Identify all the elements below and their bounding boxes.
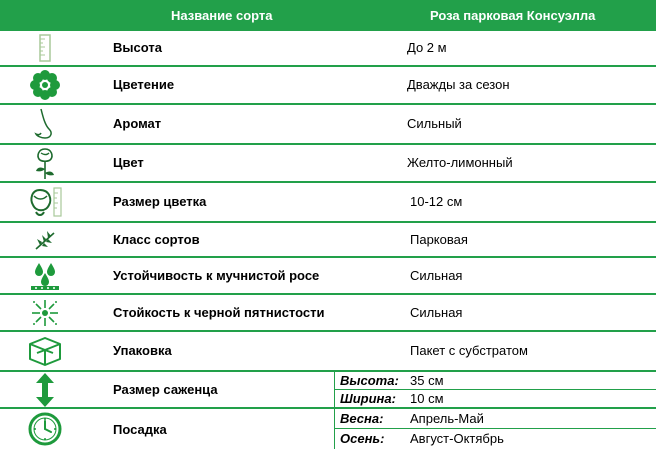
table-row	[0, 31, 656, 67]
clock-icon	[22, 409, 68, 449]
autumn-label: Осень:	[340, 431, 385, 446]
table-row	[0, 372, 656, 409]
row-value: Сильная	[410, 268, 463, 283]
cell-divider	[334, 409, 335, 449]
table-row	[0, 145, 656, 183]
table-row	[0, 295, 656, 332]
branch-icon	[22, 223, 68, 256]
row-label: Класс сортов	[113, 232, 200, 247]
spots-icon	[22, 295, 68, 330]
flower-icon	[22, 67, 68, 103]
table-row	[0, 67, 656, 105]
sub-row-divider	[334, 389, 656, 390]
box-icon	[22, 332, 68, 370]
sub-row-divider	[334, 428, 656, 429]
spring-label: Весна:	[340, 411, 384, 426]
row-value: Сильная	[410, 305, 463, 320]
autumn-value: Август-Октябрь	[410, 431, 504, 446]
row-value: Сильный	[407, 116, 462, 131]
row-label: Цвет	[113, 155, 144, 170]
row-value: До 2 м	[407, 40, 447, 55]
row-value: Дважды за сезон	[407, 77, 510, 92]
row-value: Пакет с субстратом	[410, 343, 528, 358]
row-value: 10-12 см	[410, 194, 463, 209]
table-row	[0, 105, 656, 145]
row-label: Размер цветка	[113, 194, 207, 209]
row-label: Аромат	[113, 116, 162, 131]
drops-icon	[22, 258, 68, 293]
table-row	[0, 332, 656, 372]
table-row	[0, 409, 656, 449]
ruler-icon	[22, 31, 68, 65]
rose-icon	[22, 145, 68, 181]
vertical-arrows-icon	[22, 372, 68, 407]
height-label: Высота:	[340, 373, 399, 388]
table-row	[0, 183, 656, 223]
row-label: Цветение	[113, 77, 175, 92]
row-label: Стойкость к черной пятнистости	[113, 305, 325, 320]
planting-label: Посадка	[113, 422, 167, 437]
spring-value: Апрель-Май	[410, 411, 484, 426]
height-value: 35 см	[410, 373, 444, 388]
nose-icon	[22, 105, 68, 143]
row-label: Высота	[113, 40, 162, 55]
seedling-label: Размер саженца	[113, 382, 218, 397]
width-label: Ширина:	[340, 391, 396, 406]
row-label: Упаковка	[113, 343, 172, 358]
table-row	[0, 258, 656, 295]
row-value: Парковая	[410, 232, 468, 247]
rose-ruler-icon	[22, 183, 68, 221]
width-value: 10 см	[410, 391, 444, 406]
table-header	[0, 0, 656, 31]
row-label: Устойчивость к мучнистой росе	[113, 268, 320, 283]
row-value: Желто-лимонный	[407, 155, 513, 170]
table-row	[0, 223, 656, 258]
header-rose-name: Роза парковая Консуэлла	[430, 8, 596, 23]
header-variety-name: Название сорта	[171, 8, 273, 23]
